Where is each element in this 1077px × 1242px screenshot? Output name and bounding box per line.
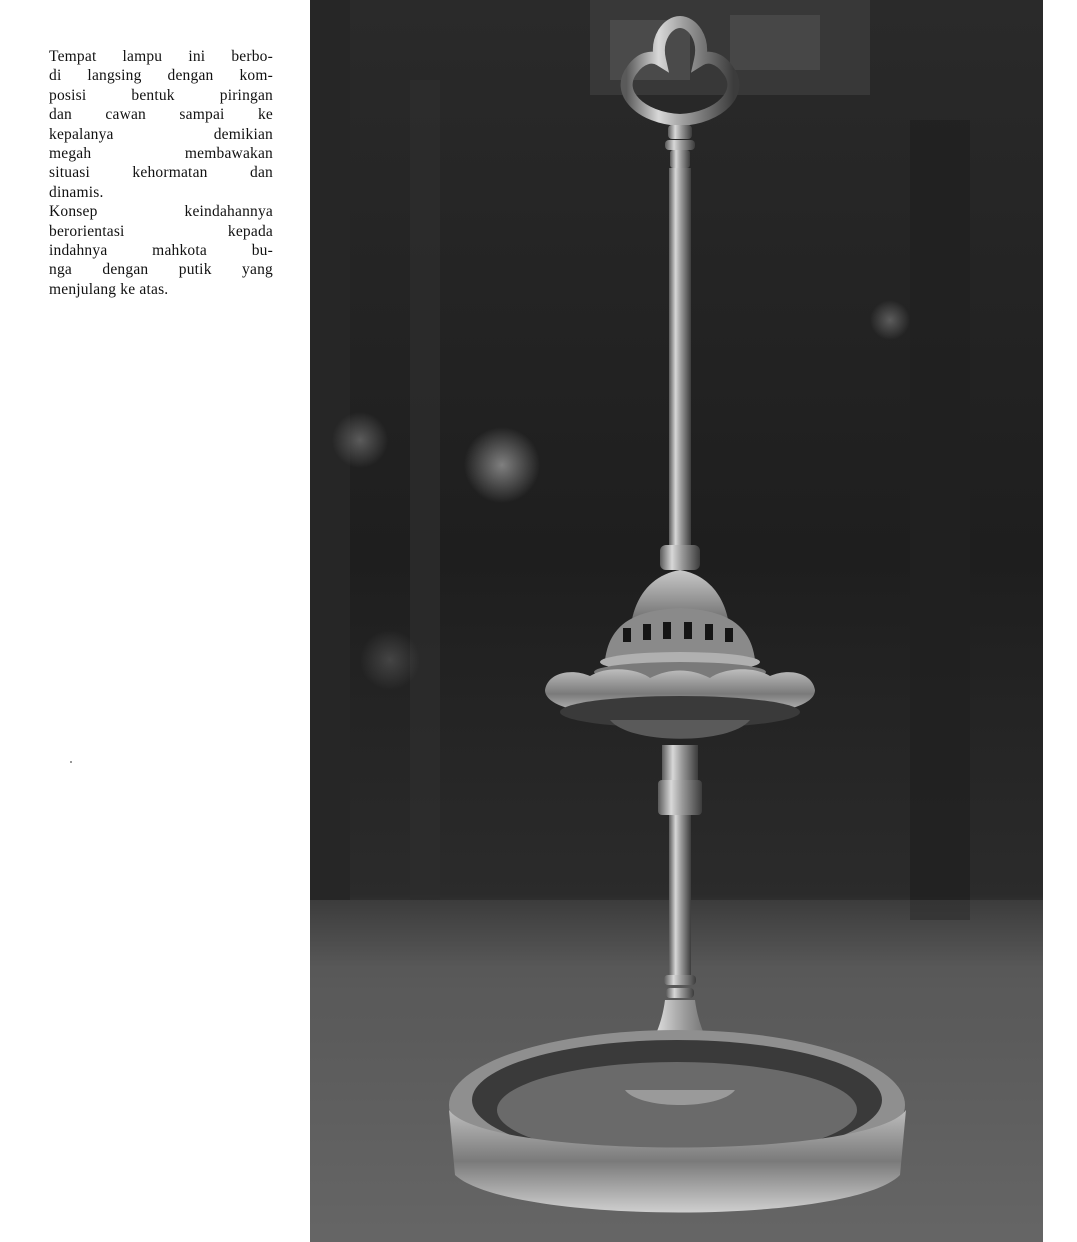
lamp-illustration [310, 0, 1043, 1242]
caption-line: indahnya mahkota bu- [49, 242, 273, 260]
caption-paragraph-1 [49, 47, 273, 202]
caption-paragraph-2 [49, 202, 273, 299]
caption-line: Tempat lampu ini berbo- [49, 48, 273, 65]
photo-caption [49, 47, 273, 299]
print-speck [70, 761, 72, 763]
lamp-photograph [310, 0, 1043, 1242]
caption-line: megah membawakan [49, 145, 273, 163]
caption-line: nga dengan putik yang [49, 261, 273, 279]
caption-line: menjulang ke atas. [49, 280, 169, 298]
caption-line: berorientasi kepada [49, 222, 273, 240]
caption-line: di langsing dengan kom- [49, 67, 273, 85]
caption-line: Konsep keindahannya [49, 203, 273, 221]
caption-line: kepalanya demikian [49, 125, 273, 143]
caption-line: situasi kehormatan dan [49, 164, 273, 182]
caption-line: dinamis. [49, 183, 104, 201]
caption-line: posisi bentuk piringan [49, 86, 273, 104]
caption-line: dan cawan sampai ke [49, 106, 273, 124]
